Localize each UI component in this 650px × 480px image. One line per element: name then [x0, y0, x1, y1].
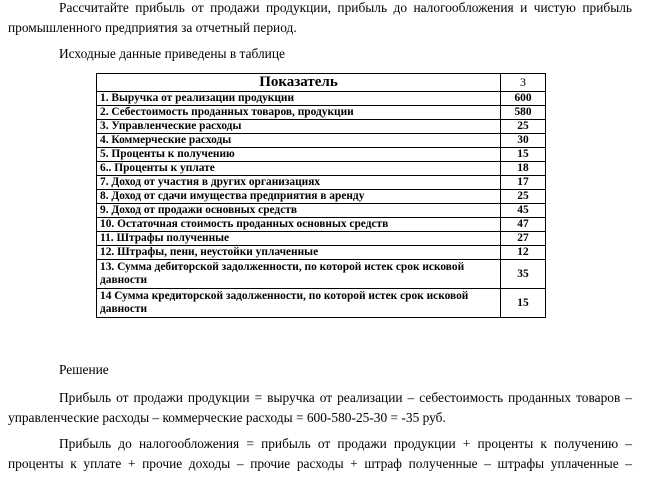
table-row	[97, 218, 546, 232]
header-indicator: Показатель	[97, 74, 501, 92]
row-label: 7. Доход от участия в других организациях	[97, 176, 501, 190]
table-row	[97, 120, 546, 134]
row-value: 18	[501, 162, 546, 176]
row-value: 45	[501, 204, 546, 218]
row-value: 15	[501, 289, 546, 318]
header-variant: 3	[501, 74, 546, 92]
row-value: 15	[501, 148, 546, 162]
row-value: 600	[501, 92, 546, 106]
row-value: 580	[501, 106, 546, 120]
table-header-row	[97, 74, 546, 92]
row-label: 10. Остаточная стоимость проданных основных средств	[97, 218, 501, 232]
table-row	[97, 260, 546, 289]
row-label: 11. Штрафы полученные	[97, 232, 501, 246]
row-label: 9. Доход от продажи основных средств	[97, 204, 501, 218]
row-label: 8. Доход от сдачи имущества предприятия в аренду	[97, 190, 501, 204]
row-label: 14 Сумма кредиторской задолженности, по которой истек срок исковой давности	[97, 289, 501, 318]
row-label: 2. Себестоимость проданных товаров, продукции	[97, 106, 501, 120]
table-row	[97, 92, 546, 106]
row-label: 3. Управленческие расходы	[97, 120, 501, 134]
row-value: 27	[501, 232, 546, 246]
row-label: 5. Проценты к получению	[97, 148, 501, 162]
indicators-table	[96, 73, 546, 318]
table-intro: Исходные данные приведены в таблице	[59, 46, 285, 61]
table-row	[97, 134, 546, 148]
table-row	[97, 162, 546, 176]
table-row	[97, 289, 546, 318]
row-value: 25	[501, 120, 546, 134]
row-value: 17	[501, 176, 546, 190]
row-value: 12	[501, 246, 546, 260]
row-value: 47	[501, 218, 546, 232]
table-row	[97, 246, 546, 260]
solution-heading: Решение	[59, 362, 109, 377]
table-row	[97, 232, 546, 246]
row-label: 13. Сумма дебиторской задолженности, по которой истек срок исковой давности	[97, 260, 501, 289]
row-value: 30	[501, 134, 546, 148]
row-label: 1. Выручка от реализации продукции	[97, 92, 501, 106]
table-row	[97, 106, 546, 120]
task-text: Рассчитайте прибыль от продажи продукции, прибыль до налогообложения и чистую прибыль промышленного предприятия за отчетный период.	[8, 0, 632, 35]
table-row	[97, 190, 546, 204]
solution-paragraph-1: Прибыль от продажи продукции = выручка от реализации – себестоимость проданных товаров – управленческие расходы – коммерческие расходы = 600-580-25-30 = -35 руб.	[8, 390, 632, 425]
table-row	[97, 176, 546, 190]
row-value: 35	[501, 260, 546, 289]
row-label: 6.. Проценты к уплате	[97, 162, 501, 176]
row-label: 4. Коммерческие расходы	[97, 134, 501, 148]
solution-paragraph-2: Прибыль до налогообложения = прибыль от продажи продукции + проценты к получению – проценты к уплате + прочие доходы – прочие расходы + штраф полученные – штрафы уплаченные –	[8, 436, 632, 471]
table-row	[97, 148, 546, 162]
row-label: 12. Штрафы, пени, неустойки уплаченные	[97, 246, 501, 260]
row-value: 25	[501, 190, 546, 204]
table-row	[97, 204, 546, 218]
